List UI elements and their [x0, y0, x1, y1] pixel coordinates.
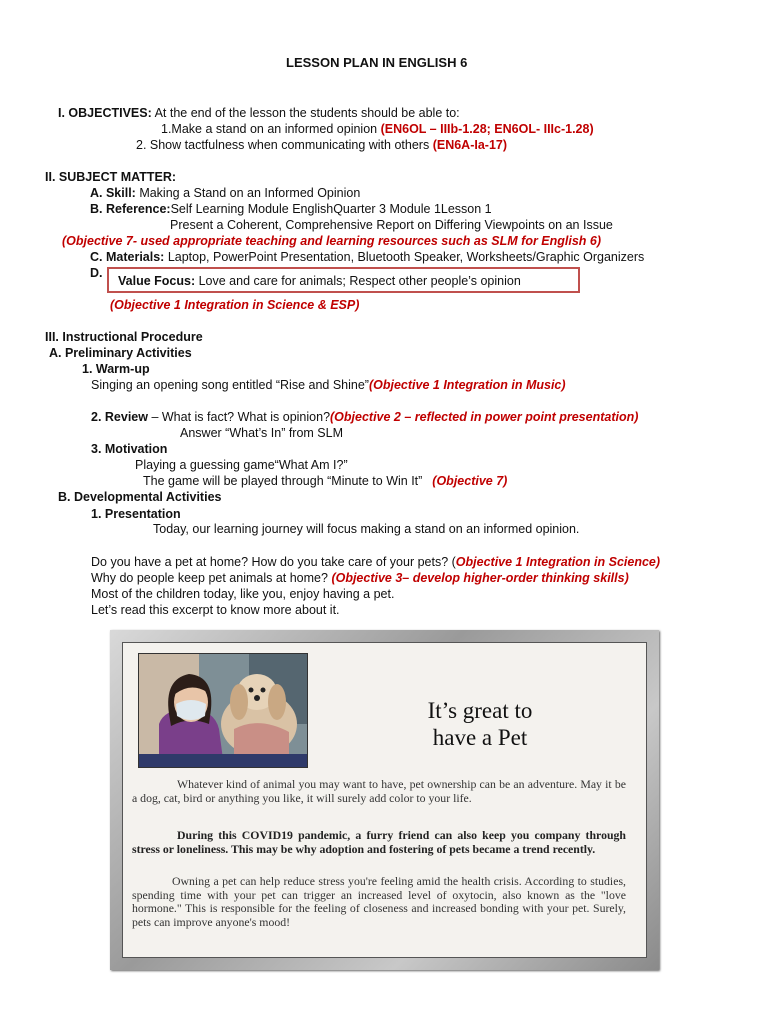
objective-1-text: 1.Make a stand on an informed opinion [161, 122, 381, 136]
objective-2-code: (EN6A-Ia-17) [432, 138, 508, 152]
girl-with-dog-photo [138, 653, 308, 768]
page-title: LESSON PLAN IN ENGLISH 6 [286, 55, 468, 70]
materials-label: C. Materials: [90, 250, 165, 264]
question-1-note: Objective 1 Integration in Science) [455, 555, 661, 569]
question-2-note: (Objective 3– develop higher-order thinking skills) [331, 571, 629, 585]
materials-value: Laptop, PowerPoint Presentation, Bluetooth Speaker, Worksheets/Graphic Organizers [164, 250, 645, 264]
review-label: 2. Review [91, 410, 148, 424]
developmental-heading: B. Developmental Activities [58, 490, 222, 504]
reference-line-2: Present a Coherent, Comprehensive Report on Differing Viewpoints on an Issue [170, 218, 613, 232]
subject-matter-heading: II. SUBJECT MATTER: [45, 170, 177, 184]
read-excerpt-line: Let’s read this excerpt to know more about it. [91, 603, 340, 617]
objective-1-code: (EN6OL – IIIb-1.28; EN6OL- IIIc-1.28) [380, 122, 594, 136]
review-line [91, 409, 638, 425]
objective-2-text: 2. Show tactfulness when communicating with others [136, 138, 433, 152]
review-note: (Objective 2 – reflected in power point presentation) [330, 410, 639, 424]
objective-item-1 [161, 121, 594, 137]
procedure-heading: III. Instructional Procedure [45, 330, 203, 344]
children-line: Most of the children today, like you, enjoy having a pet. [91, 587, 395, 601]
reference-value: Self Learning Module EnglishQuarter 3 Module 1Lesson 1 [170, 202, 492, 216]
warmup-line [91, 377, 566, 393]
preliminary-heading: A. Preliminary Activities [49, 346, 192, 360]
excerpt-paragraph-2: During this COVID19 pandemic, a furry friend can also keep you company through stress or loneliness. This may be why adoption and fostering of pets became a trend recently. [132, 828, 626, 856]
excerpt-title-line-2: have a Pet [432, 725, 528, 750]
excerpt-paragraph-1: Whatever kind of animal you may want to have, pet ownership can be an adventure. May it be a dog, cat, bird or anything you like, it will surely add color to your life. [132, 777, 626, 805]
objectives-heading: I. OBJECTIVES: [58, 106, 152, 120]
value-focus-value: Love and care for animals; Respect other people’s opinion [195, 274, 521, 288]
excerpt-title-line-1: It’s great to [427, 698, 533, 723]
photo-illustration [139, 654, 307, 767]
materials-line [90, 249, 644, 265]
motivation-line-2 [143, 473, 507, 489]
objective-1-note: (Objective 1 Integration in Science & ESP) [110, 298, 360, 312]
excerpt-title [380, 697, 580, 751]
value-focus-label: Value Focus: [118, 274, 196, 288]
motivation-note: (Objective 7) [432, 474, 508, 488]
question-1-text: Do you have a pet at home? How do you take care of your pets? ( [91, 555, 456, 569]
skill-line [90, 185, 360, 201]
reference-label: B. Reference: [90, 202, 171, 216]
motivation-line-1: Playing a guessing game“What Am I?” [135, 458, 348, 472]
presentation-text: Today, our learning journey will focus making a stand on an informed opinion. [153, 522, 580, 536]
motivation-label: 3. Motivation [91, 442, 168, 456]
warmup-text: Singing an opening song entitled “Rise and Shine” [91, 378, 369, 392]
objective-7-note: (Objective 7- used appropriate teaching and learning resources such as SLM for English 6) [62, 234, 602, 248]
review-line-2: Answer “What’s In” from SLM [180, 426, 344, 440]
skill-value: Making a Stand on an Informed Opinion [135, 186, 361, 200]
question-2 [91, 570, 629, 586]
excerpt-paragraph-3: Owning a pet can help reduce stress you're feeling amid the health crisis. According to studies, spending time with your pet can trigger an increased level of oxytocin, also known as the "love hormone." This is responsible for the feeling of closeness and increased bonding with your pet. Surely, pets can improve anyone's mood! [132, 874, 626, 929]
warmup-label: 1. Warm-up [82, 362, 150, 376]
skill-label: A. Skill: [90, 186, 136, 200]
review-text: – What is fact? What is opinion? [147, 410, 331, 424]
objectives-intro: At the end of the lesson the students should be able to: [151, 106, 460, 120]
objectives-line [58, 105, 460, 121]
motivation-line-2-text: The game will be played through “Minute to Win It” [143, 474, 423, 488]
question-1 [91, 554, 660, 570]
reference-line [90, 201, 492, 217]
objective-item-2 [136, 137, 507, 153]
d-label: D. [90, 266, 103, 280]
presentation-label: 1. Presentation [91, 507, 181, 521]
question-2-text: Why do people keep pet animals at home? [91, 571, 332, 585]
warmup-note: (Objective 1 Integration in Music) [368, 378, 566, 392]
value-focus-line [118, 273, 521, 289]
